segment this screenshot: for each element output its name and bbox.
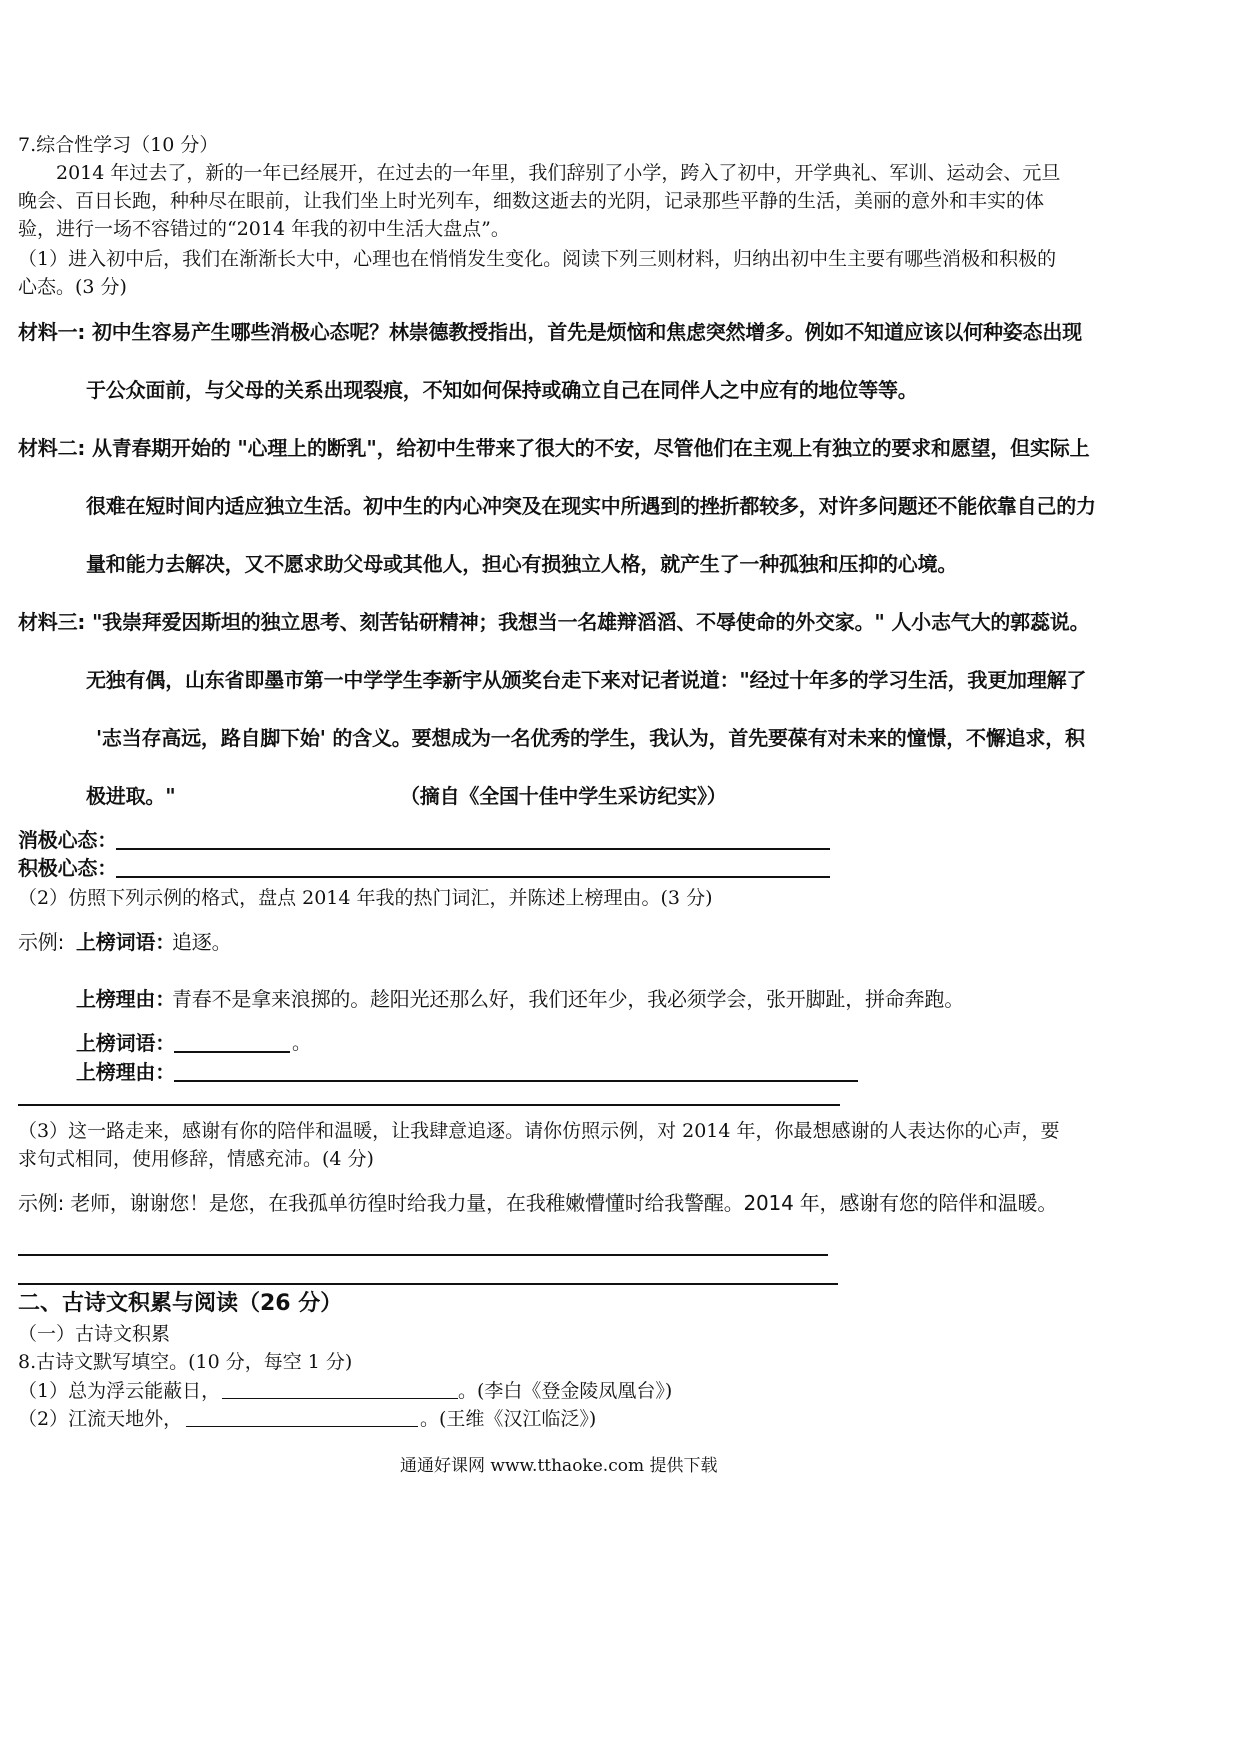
q7-part1-line-2: 心态。(3 分) — [18, 276, 127, 298]
material-3-source: （摘自《全国十佳中学生采访纪实》） — [400, 784, 727, 808]
q8-title: 8.古诗文默写填空。(10 分，每空 1 分) — [18, 1351, 353, 1373]
section-2-heading: 二、古诗文积累与阅读（26 分） — [18, 1291, 343, 1316]
material-2-line-2: 很难在短时间内适应独立生活。初中生的内心冲突及在现实中所遇到的挫折都较多，对许多问题还不能依靠自己的力 — [86, 494, 1096, 518]
page-footer: 通通好课网 www.tthaoke.com 提供下载 — [400, 1456, 718, 1476]
q8-line-2-prefix: （2）江流天地外， — [18, 1408, 183, 1430]
negative-attitude-label: 消极心态： — [18, 828, 117, 852]
q7-title: 7.综合性学习（10 分） — [18, 134, 219, 156]
q8-line-1-blank[interactable] — [222, 1398, 458, 1399]
section-2-subheading: （一）古诗文积累 — [18, 1323, 171, 1345]
thanks-answer-line-1[interactable] — [18, 1254, 828, 1256]
thanks-answer-line-2[interactable] — [18, 1283, 838, 1285]
positive-attitude-answer-line[interactable] — [116, 876, 830, 878]
example-reason: 青春不是拿来浪掷的。趁阳光还那么好，我们还年少，我必须学会，张开脚趾，拼命奔跑。 — [172, 987, 964, 1011]
material-1-line-2: 于公众面前，与父母的关系出现裂痕，不知如何保持或确立自己在同伴人之中应有的地位等等。 — [86, 378, 918, 402]
q7-intro-line-2: 晚会、百日长跑，种种尽在眼前，让我们坐上时光列车，细数这逝去的光阴，记录那些平静的生活，美丽的意外和丰实的体 — [18, 190, 1045, 212]
example-prefix: 示例: — [18, 930, 65, 954]
material-3-line-2: 无独有偶，山东省即墨市第一中学学生李新宇从颁奖台走下来对记者说道："经过十年多的学习生活，我更加理解了 — [86, 668, 1087, 692]
q7-intro-line-3: 验，进行一场不容错过的“2014 年我的初中生活大盘点”。 — [18, 218, 510, 240]
negative-attitude-answer-line[interactable] — [116, 848, 830, 850]
answer-word-label: 上榜词语： — [76, 1031, 175, 1055]
material-3-line-1: 材料三: "我崇拜爱因斯坦的独立思考、刻苦钻研精神；我想当一名雄辩滔滔、不辱使命的外交家。" 人小志气大的郭蕊说。 — [18, 610, 1090, 634]
q8-line-1-prefix: （1）总为浮云能蔽日， — [18, 1380, 221, 1402]
q8-line-1-suffix: 。(李白《登金陵凤凰台》) — [458, 1380, 673, 1402]
material-3-line-4: 极进取。" — [86, 784, 176, 808]
answer-reason-line-1[interactable] — [174, 1080, 858, 1082]
q7-intro-line-1: 2014 年过去了，新的一年已经展开，在过去的一年里，我们辞别了小学，跨入了初中，开学典礼、军训、运动会、元旦 — [56, 162, 1061, 184]
q7-part3-example: 示例: 老师，谢谢您！是您，在我孤单彷徨时给我力量，在我稚嫩懵懂时给我警醒。2014 年，感谢有您的陪伴和温暖。 — [18, 1191, 1058, 1215]
q7-part1-line-1: （1）进入初中后，我们在渐渐长大中，心理也在悄悄发生变化。阅读下列三则材料，归纳出初中生主要有哪些消极和积极的 — [18, 248, 1057, 270]
positive-attitude-label: 积极心态： — [18, 856, 117, 880]
answer-word-blank[interactable] — [174, 1051, 290, 1053]
q8-line-2-suffix: 。(王维《汉江临泛》) — [420, 1408, 597, 1430]
answer-reason-label: 上榜理由： — [76, 1060, 175, 1084]
example-word-label: 上榜词语： — [76, 930, 175, 954]
q7-part2-prompt: （2）仿照下列示例的格式，盘点 2014 年我的热门词汇，并陈述上榜理由。(3 分) — [18, 887, 713, 909]
answer-word-period: 。 — [292, 1032, 312, 1054]
q7-part3-line-1: （3）这一路走来，感谢有你的陪伴和温暖，让我肆意追逐。请你仿照示例，对 2014 年，你最想感谢的人表达你的心声，要 — [18, 1120, 1060, 1142]
q7-part3-line-2: 求句式相同，使用修辞，情感充沛。(4 分) — [18, 1148, 374, 1170]
material-3-line-3: '志当存高远，路自脚下始' 的含义。要想成为一名优秀的学生，我认为，首先要葆有对未来的憧憬，不懈追求，积 — [96, 726, 1085, 750]
material-2-line-1: 材料二: 从青春期开始的 "心理上的断乳"，给初中生带来了很大的不安，尽管他们在主观上有独立的要求和愿望，但实际上 — [18, 436, 1090, 460]
example-reason-label: 上榜理由： — [76, 987, 175, 1011]
example-word: 追逐。 — [172, 930, 232, 954]
material-1-line-1: 材料一: 初中生容易产生哪些消极心态呢？林崇德教授指出，首先是烦恼和焦虑突然增多。例如不知道应该以何种姿态出现 — [18, 320, 1082, 344]
material-2-line-3: 量和能力去解决，又不愿求助父母或其他人，担心有损独立人格，就产生了一种孤独和压抑的心境。 — [86, 552, 958, 576]
answer-reason-line-2[interactable] — [18, 1104, 840, 1106]
q8-line-2-blank[interactable] — [186, 1426, 418, 1427]
